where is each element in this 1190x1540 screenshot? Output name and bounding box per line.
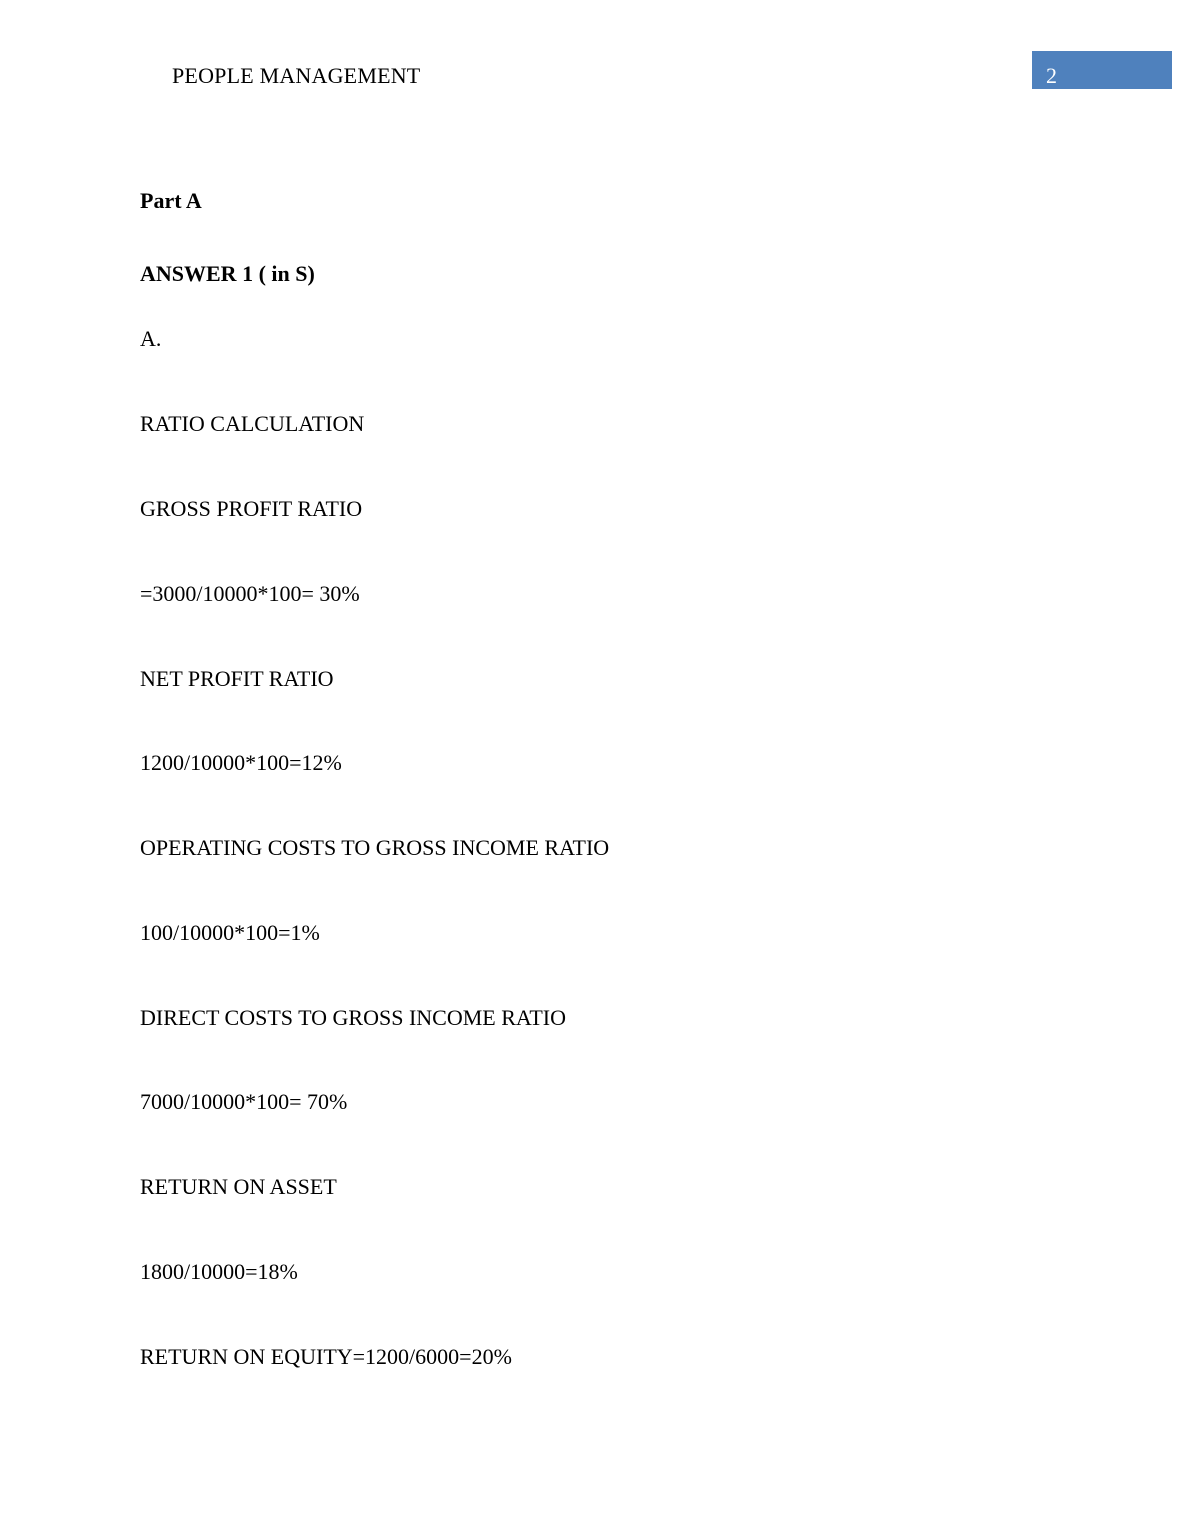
direct-costs-ratio-formula: 7000/10000*100= 70%: [140, 1089, 348, 1114]
gross-profit-ratio-label: GROSS PROFIT RATIO: [140, 496, 363, 521]
ratio-calculation-heading: RATIO CALCULATION: [140, 411, 365, 436]
operating-costs-ratio-formula: 100/10000*100=1%: [140, 920, 320, 945]
page-number: 2: [1046, 63, 1057, 88]
section-label: A.: [140, 326, 162, 351]
header-title: PEOPLE MANAGEMENT: [172, 63, 421, 88]
direct-costs-ratio-label: DIRECT COSTS TO GROSS INCOME RATIO: [140, 1005, 567, 1030]
operating-costs-ratio-label: OPERATING COSTS TO GROSS INCOME RATIO: [140, 835, 610, 860]
page-number-badge: [1032, 51, 1172, 89]
net-profit-ratio-formula: 1200/10000*100=12%: [140, 750, 342, 775]
return-on-asset-formula: 1800/10000=18%: [140, 1259, 298, 1284]
answer-heading: ANSWER 1 ( in S): [140, 261, 315, 286]
part-heading: Part A: [140, 188, 202, 213]
net-profit-ratio-label: NET PROFIT RATIO: [140, 666, 334, 691]
gross-profit-ratio-formula: =3000/10000*100= 30%: [140, 581, 360, 606]
return-on-asset-label: RETURN ON ASSET: [140, 1174, 337, 1199]
return-on-equity-line: RETURN ON EQUITY=1200/6000=20%: [140, 1344, 512, 1369]
